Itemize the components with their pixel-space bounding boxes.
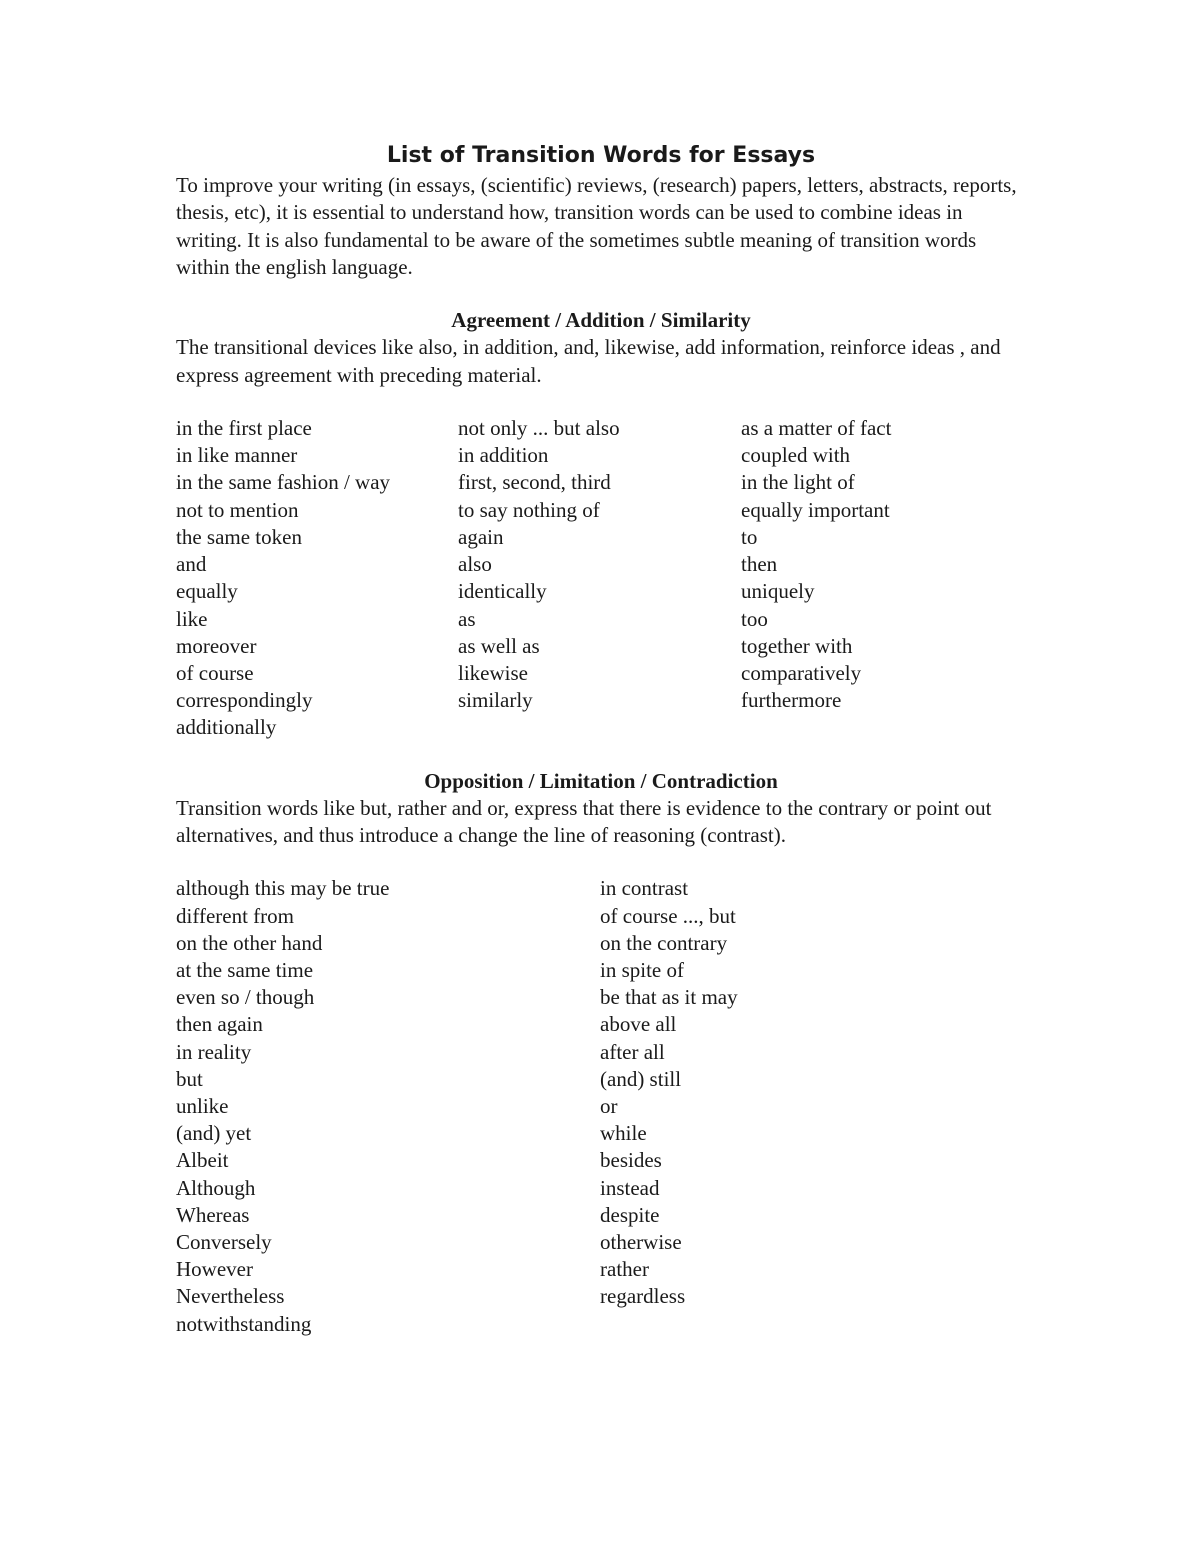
list-item: or (600, 1094, 618, 1119)
list-item: (and) yet (176, 1121, 252, 1146)
list-item: rather (600, 1257, 649, 1282)
list-item: after all (600, 1039, 665, 1064)
list-item: above all (600, 1012, 677, 1037)
list-item: likewise (458, 660, 528, 685)
word-column (600, 875, 900, 1337)
word-column (458, 415, 741, 741)
list-item: furthermore (741, 688, 842, 713)
list-item: instead (600, 1175, 660, 1200)
list-item: like (176, 606, 208, 631)
list-item: and (176, 552, 207, 577)
list-item: of course ..., but (600, 903, 736, 928)
list-item: to say nothing of (458, 497, 600, 522)
spacer (176, 281, 1026, 307)
section-heading-opposition: Opposition / Limitation / Contradiction (424, 768, 778, 793)
section-heading-agreement: Agreement / Addition / Similarity (451, 308, 751, 333)
list-item: in reality (176, 1039, 252, 1064)
spacer (176, 742, 1026, 768)
list-item: as well as (458, 633, 540, 658)
list-item: Albeit (176, 1148, 229, 1173)
list-item: similarly (458, 688, 533, 713)
list-item: equally important (741, 497, 890, 522)
list-item: additionally (176, 715, 277, 740)
list-item: again (458, 524, 504, 549)
list-item: at the same time (176, 958, 314, 983)
word-columns-agreement (176, 415, 1026, 741)
list-item: of course (176, 660, 254, 685)
list-item: equally (176, 579, 238, 604)
list-item: (and) still (600, 1066, 682, 1091)
list-item: then (741, 552, 778, 577)
list-item: also (458, 552, 492, 577)
list-item: on the other hand (176, 930, 323, 955)
intro-paragraph: To improve your writing (in essays, (scientific) reviews, (research) papers, letters, abstracts, reports, thesis, etc), it is essential to understand how, transition words can be used to combine ideas in writing. It is also fundamental to be aware of the sometimes subtle meaning of transition words within the english language. (176, 173, 1017, 279)
list-item: correspondingly (176, 688, 313, 713)
list-item: uniquely (741, 579, 815, 604)
spacer (176, 389, 1026, 415)
list-item: besides (600, 1148, 662, 1173)
list-item: in like manner (176, 443, 298, 468)
list-item: then again (176, 1012, 263, 1037)
list-item: even so / though (176, 985, 315, 1010)
word-column (741, 415, 1021, 741)
list-item: in spite of (600, 958, 684, 983)
list-item: in addition (458, 443, 549, 468)
section-description-agreement: The transitional devices like also, in addition, and, likewise, add information, reinforce ideas , and express agreement with preceding material. (176, 335, 1001, 387)
list-item: Conversely (176, 1230, 272, 1255)
document-page (176, 140, 1026, 1338)
list-item: Nevertheless (176, 1284, 285, 1309)
list-item: in contrast (600, 876, 689, 901)
list-item: although this may be true (176, 876, 390, 901)
list-item: moreover (176, 633, 257, 658)
list-item: coupled with (741, 443, 851, 468)
word-column (176, 415, 458, 741)
list-item: the same token (176, 524, 302, 549)
list-item: not to mention (176, 497, 299, 522)
list-item: but (176, 1066, 203, 1091)
list-item: too (741, 606, 768, 631)
page-title: List of Transition Words for Essays (386, 143, 816, 168)
list-item: in the same fashion / way (176, 470, 391, 495)
list-item: regardless (600, 1284, 686, 1309)
spacer (176, 849, 1026, 875)
list-item: otherwise (600, 1230, 682, 1255)
list-item: despite (600, 1202, 660, 1227)
list-item: different from (176, 903, 294, 928)
list-item: as a matter of fact (741, 416, 892, 441)
list-item: as (458, 606, 476, 631)
word-columns-opposition (176, 875, 1026, 1337)
list-item: in the light of (741, 470, 855, 495)
list-item: first, second, third (458, 470, 611, 495)
list-item: be that as it may (600, 985, 738, 1010)
list-item: However (176, 1257, 253, 1282)
word-column (176, 875, 600, 1337)
list-item: Whereas (176, 1202, 250, 1227)
list-item: notwithstanding (176, 1311, 312, 1336)
list-item: comparatively (741, 660, 862, 685)
list-item: on the contrary (600, 930, 728, 955)
list-item: in the first place (176, 416, 312, 441)
list-item: to (741, 524, 758, 549)
list-item: not only ... but also (458, 416, 620, 441)
section-description-opposition: Transition words like but, rather and or, express that there is evidence to the contrary or point out alternatives, and thus introduce a change the line of reasoning (contrast). (176, 795, 992, 848)
list-item: Although (176, 1175, 256, 1200)
list-item: identically (458, 579, 547, 604)
list-item: unlike (176, 1094, 229, 1119)
list-item: while (600, 1121, 647, 1146)
list-item: together with (741, 633, 853, 658)
